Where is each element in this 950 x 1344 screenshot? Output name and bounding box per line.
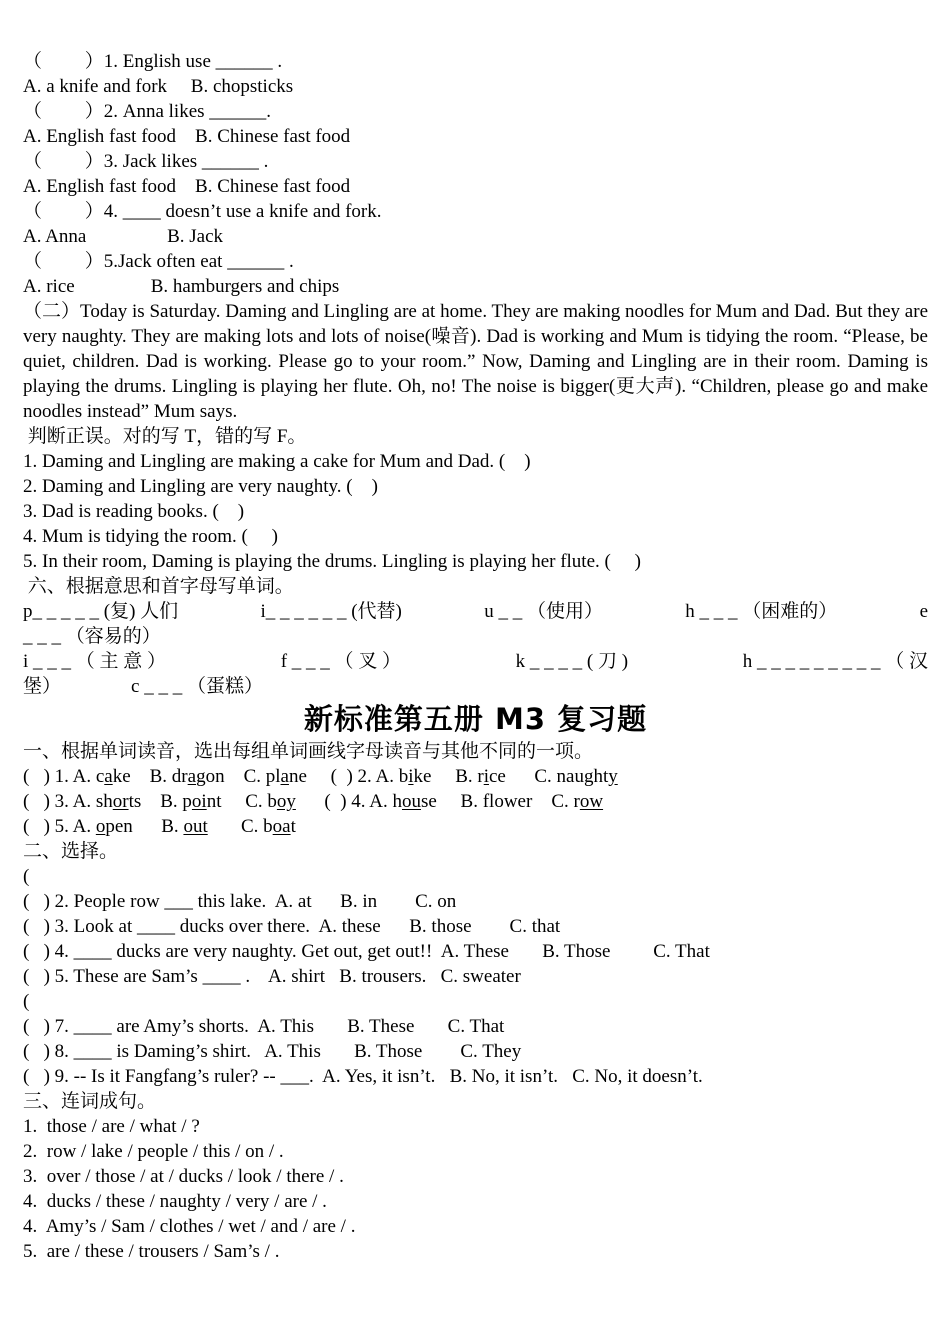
sentence-item: 4. Amy’s / Sam / clothes / wet / and / are / . (23, 1216, 356, 1237)
section2-heading: 二、选择。 (23, 841, 119, 862)
underlined-letters: i (408, 766, 414, 787)
word-row (23, 649, 928, 674)
tf-item: 2. Daming and Lingling are very naughty. ( ) (23, 476, 378, 497)
sentence-item: 2. row / lake / people / this / on / . (23, 1141, 284, 1162)
word-blank: i_ _ _ _ _ _ (代替) (260, 601, 402, 622)
underlined-letters: oy (276, 791, 296, 812)
reading-passage: （二）Today is Saturday. Daming and Lingling are at home. They are making noodles for Mum and Dad. But they are very naughty. They are making lots and lots of noise(噪音). Dad is working and Mum is tidying the room. “Please, be quiet, children. Dad is working. Please go to your room.” Now, Daming and Lingling are in their room. Daming is playing the drums. Lingling is playing her flute. Oh, no! The noise is bigger(更大声). “Children, please go and make noodles instead” Mum says. (23, 301, 928, 422)
word-blank: u _ _ （使用） (484, 601, 603, 622)
choice-item: ( ) 5. These are Sam’s ____ . A. shirt B. trousers. C. sweater (23, 966, 521, 987)
choice-item: ( (23, 866, 30, 887)
phonics-text: ce C. naught (488, 766, 609, 787)
word-row (23, 599, 928, 624)
tf-item: 1. Daming and Lingling are making a cake for Mum and Dad. ( ) (23, 451, 531, 472)
phonics-text: gon C. pl (196, 766, 281, 787)
choice-item: ( ) 8. ____ is Daming’s shirt. A. This B. Those C. They (23, 1041, 522, 1062)
section3-heading: 三、连词成句。 (23, 1091, 157, 1112)
sentence-item: 4. ducks / these / naughty / very / are / . (23, 1191, 327, 1212)
phonics-text: ke B. dr (112, 766, 188, 787)
choice-item: ( ) 9. -- Is it Fangfang’s ruler? -- ___. A. Yes, it isn’t. B. No, it isn’t. C. No, it doesn’t. (23, 1066, 703, 1087)
word-blank: h _ _ _ （困难的） (685, 601, 838, 622)
underlined-letters: ow (579, 791, 604, 812)
phonics-text: pen B. (105, 816, 184, 837)
choice-item: ( ) 2. People row ___ this lake. A. at B. in C. on (23, 891, 457, 912)
word-blank: e (919, 601, 928, 622)
reading-a-questions (23, 49, 928, 299)
word-blank: 堡） (23, 676, 62, 697)
options-line: A. a knife and fork B. chopsticks (23, 76, 294, 97)
word-row-continued: _ _ _ （容易的） (23, 626, 161, 647)
sentence-item: 5. are / these / trousers / Sam’s / . (23, 1241, 280, 1262)
underlined-letters: i (483, 766, 489, 787)
phonics-text: ne ( ) 2. A. b (288, 766, 409, 787)
tf-instruction: 判断正误。对的写 T，错的写 F。 (23, 426, 307, 447)
options-line: A. English fast food B. Chinese fast food (23, 126, 351, 147)
question-line: （ ）3. Jack likes ______ . (23, 151, 269, 172)
question-line: （ ）4. ____ doesn’t use a knife and fork. (23, 201, 382, 222)
tf-item: 5. In their room, Daming is playing the drums. Lingling is playing her flute. ( ) (23, 551, 641, 572)
underlined-letters: out (183, 816, 208, 837)
underlined-letters: a (187, 766, 197, 787)
word-blank: k _ _ _ _ ( 刀 ) (515, 651, 629, 672)
tf-item: 4. Mum is tidying the room. ( ) (23, 526, 278, 547)
phonics-row (23, 789, 928, 814)
underlined-letters: o (95, 816, 106, 837)
word-blank: h _ _ _ _ _ _ _ _ _ （ 汉 (742, 651, 928, 672)
underlined-letters: y (608, 766, 618, 787)
question-line: （ ）1. English use ______ . (23, 51, 283, 72)
phonics-text: se B. flower C. r (420, 791, 580, 812)
page-title: 新标准第五册 M3 复习题 (303, 702, 648, 736)
choice-item: ( ) 3. Look at ____ ducks over there. A. these B. those C. that (23, 916, 561, 937)
phonics-text: ( ) 4. A. h (295, 791, 402, 812)
sentence-list (23, 1114, 928, 1264)
word-blank: f _ _ _ （ 叉 ） (280, 651, 402, 672)
word-blank: i _ _ _ （ 主 意 ） (23, 651, 167, 672)
underlined-letters: oa (272, 816, 291, 837)
options-line: A. rice B. hamburgers and chips (23, 276, 340, 297)
options-line: A. English fast food B. Chinese fast food (23, 176, 351, 197)
choice-item: ( (23, 991, 30, 1012)
phonics-text: t (290, 816, 296, 837)
phonics-row (23, 814, 928, 839)
underlined-letters: or (112, 791, 129, 812)
word-blank: c _ _ _ （蛋糕） (131, 676, 263, 697)
sentence-item: 1. those / are / what / ? (23, 1116, 200, 1137)
tf-list (23, 449, 928, 574)
options-line: A. Anna B. Jack (23, 226, 224, 247)
worksheet-page (23, 49, 928, 1264)
phonics-text: C. b (207, 816, 273, 837)
section6-heading: 六、根据意思和首字母写单词。 (23, 576, 294, 597)
underlined-letters: a (280, 766, 289, 787)
underlined-letters: a (104, 766, 113, 787)
word-blank: p_ _ _ _ _ (复) 人们 (23, 601, 179, 622)
phonics-text: ( ) 5. A. (23, 816, 96, 837)
choice-item: ( ) 4. ____ ducks are very naughty. Get out, get out!! A. These B. Those C. That (23, 941, 710, 962)
underlined-letters: ou (401, 791, 421, 812)
phonics-text: ke B. r (413, 766, 484, 787)
question-line: （ ）5.Jack often eat ______ . (23, 251, 294, 272)
phonics-row (23, 764, 928, 789)
section1-heading: 一、根据单词读音，选出每组单词画线字母读音与其他不同的一项。 (23, 741, 594, 762)
word-row-continued (23, 674, 928, 699)
phonics-text: nt C. b (206, 791, 277, 812)
phonics-text: ( ) 1. A. c (23, 766, 105, 787)
choice-item: ( ) 7. ____ are Amy’s shorts. A. This B. These C. That (23, 1016, 505, 1037)
sentence-item: 3. over / those / at / ducks / look / there / . (23, 1166, 344, 1187)
phonics-text: ts B. p (128, 791, 192, 812)
phonics-text: ( ) 3. A. sh (23, 791, 113, 812)
tf-item: 3. Dad is reading books. ( ) (23, 501, 245, 522)
choice-list (23, 864, 928, 1089)
underlined-letters: oi (191, 791, 207, 812)
question-line: （ ）2. Anna likes ______. (23, 101, 272, 122)
